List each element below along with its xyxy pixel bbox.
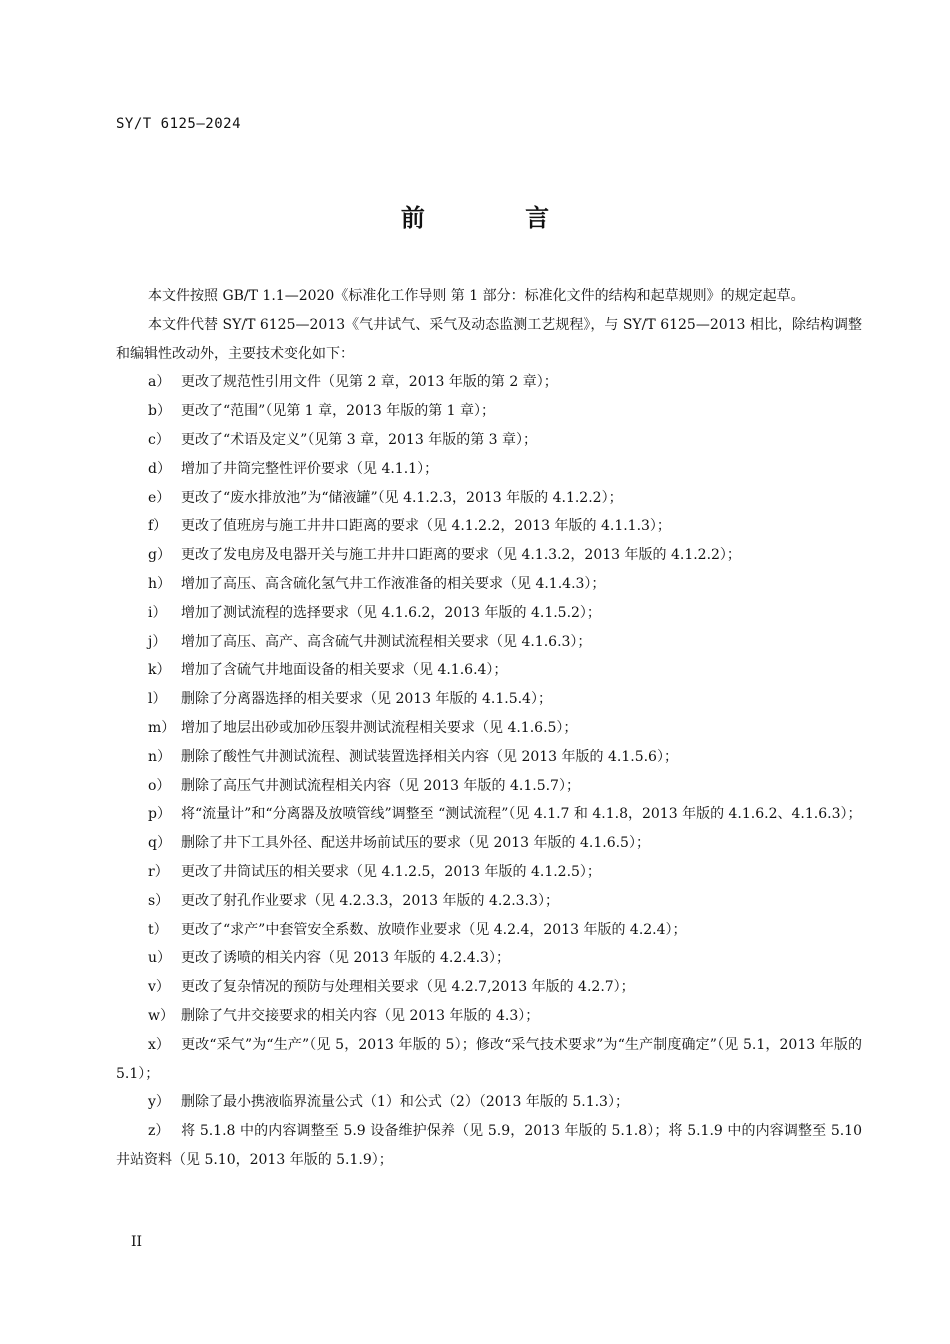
list-item bbox=[116, 656, 862, 685]
list-item-marker: a） bbox=[148, 374, 171, 391]
list-item-text: 增加了地层出砂或加砂压裂井测试流程相关要求（见 4.1.6.5）； bbox=[181, 719, 578, 736]
change-list bbox=[116, 368, 862, 1174]
list-item-marker: v） bbox=[148, 979, 170, 996]
list-item-marker: m） bbox=[148, 719, 176, 736]
list-item-text: 删除了气井交接要求的相关内容（见 2013 年版的 4.3）； bbox=[181, 1007, 540, 1024]
list-item-marker: f） bbox=[148, 518, 168, 535]
list-item bbox=[116, 858, 862, 887]
list-item bbox=[116, 743, 862, 772]
list-item-text: 更改了发电房及电器开关与施工井井口距离的要求（见 4.1.3.2，2013 年版的 4.1.2.2）； bbox=[181, 547, 741, 564]
list-item bbox=[116, 944, 862, 973]
list-item-text: 删除了高压气井测试流程相关内容（见 2013 年版的 4.1.5.7）； bbox=[181, 777, 580, 794]
document-body bbox=[116, 282, 862, 1175]
list-item bbox=[116, 800, 862, 829]
list-item bbox=[116, 916, 862, 945]
list-item-marker: c） bbox=[148, 431, 170, 448]
list-item-text: 更改了射孔作业要求（见 4.2.3.3，2013 年版的 4.2.3.3）； bbox=[181, 892, 559, 909]
page-number: II bbox=[131, 1234, 143, 1250]
list-item-marker: h） bbox=[148, 575, 172, 592]
list-item-marker: y） bbox=[148, 1094, 170, 1111]
list-item-marker: o） bbox=[148, 777, 171, 794]
list-item-text: 删除了酸性气井测试流程、测试装置选择相关内容（见 2013 年版的 4.1.5.6）； bbox=[181, 748, 678, 765]
list-item-marker: w） bbox=[148, 1007, 174, 1024]
list-item-text: 更改了“范围”（见第 1 章，2013 年版的第 1 章）； bbox=[181, 403, 496, 420]
list-item-marker: s） bbox=[148, 892, 170, 909]
list-item bbox=[116, 772, 862, 801]
list-item-text: 更改“采气”为“生产”（见 5，2013 年版的 5）；修改“采气技术要求”为“生产制度确定”（见 5.1，2013 年版的 5.1）； bbox=[116, 1036, 862, 1082]
list-item bbox=[116, 685, 862, 714]
list-item-text: 更改了“术语及定义”（见第 3 章，2013 年版的第 3 章）； bbox=[181, 431, 538, 448]
list-item-marker: q） bbox=[148, 835, 171, 852]
list-item bbox=[116, 973, 862, 1002]
intro-paragraph-2: 本文件代替 SY/T 6125—2013《气井试气、采气及动态监测工艺规程》，与 SY/T 6125—2013 相比，除结构调整和编辑性改动外，主要技术变化如下： bbox=[116, 316, 862, 362]
list-item bbox=[116, 599, 862, 628]
list-item-text: 增加了测试流程的选择要求（见 4.1.6.2，2013 年版的 4.1.5.2）； bbox=[181, 604, 601, 621]
list-item-text: 删除了分离器选择的相关要求（见 2013 年版的 4.1.5.4）； bbox=[181, 691, 552, 708]
list-item-marker: b） bbox=[148, 403, 171, 420]
list-item-text: 删除了最小携液临界流量公式（1）和公式（2）（2013 年版的 5.1.3）； bbox=[181, 1094, 629, 1111]
list-item-marker: t） bbox=[148, 921, 168, 938]
list-item-text: 更改了值班房与施工井井口距离的要求（见 4.1.2.2，2013 年版的 4.1.1.3）； bbox=[181, 518, 671, 535]
list-item bbox=[116, 1088, 862, 1117]
list-item-marker: d） bbox=[148, 460, 171, 477]
intro-paragraph-1: 本文件按照 GB/T 1.1—2020《标准化工作导则 第 1 部分：标准化文件的结构和起草规则》的规定起草。 bbox=[148, 288, 805, 304]
list-item-marker: j） bbox=[148, 633, 167, 650]
list-item bbox=[116, 368, 862, 397]
list-item bbox=[116, 1031, 862, 1089]
list-item-marker: g） bbox=[148, 547, 171, 564]
list-item-text: 增加了井筒完整性评价要求（见 4.1.1）； bbox=[181, 460, 439, 477]
list-item-text: 更改了井筒试压的相关要求（见 4.1.2.5，2013 年版的 4.1.2.5）； bbox=[181, 863, 601, 880]
list-item-text: 将 5.1.8 中的内容调整至 5.9 设备维护保养（见 5.9，2013 年版的 5.1.8）；将 5.1.9 中的内容调整至 5.10 井站资料（见 5.10，2013 年版的 5.1.9）； bbox=[116, 1123, 862, 1168]
list-item-text: 将“流量计”和“分离器及放喷管线”调整至 “测试流程”（见 4.1.7 和 4.1.8，2013 年版的 4.1.6.2、4.1.6.3）； bbox=[181, 806, 862, 823]
list-item-text: 更改了规范性引用文件（见第 2 章，2013 年版的第 2 章）； bbox=[181, 374, 558, 391]
list-item-text: 增加了含硫气井地面设备的相关要求（见 4.1.6.4）； bbox=[181, 662, 508, 679]
list-item-text: 更改了“废水排放池”为“储液罐”（见 4.1.2.3，2013 年版的 4.1.2.2）； bbox=[181, 489, 623, 506]
standard-number: SY/T 6125—2024 bbox=[116, 116, 242, 132]
list-item bbox=[116, 455, 862, 484]
list-item bbox=[116, 628, 862, 657]
list-item-text: 更改了复杂情况的预防与处理相关要求（见 4.2.7,2013 年版的 4.2.7）； bbox=[181, 979, 635, 996]
list-item bbox=[116, 397, 862, 426]
list-item bbox=[116, 426, 862, 455]
list-item bbox=[116, 541, 862, 570]
list-item-text: 增加了高压、高含硫化氢气井工作液准备的相关要求（见 4.1.4.3）； bbox=[181, 575, 606, 592]
list-item bbox=[116, 570, 862, 599]
page-title: 前 言 bbox=[400, 204, 596, 232]
list-item-marker: n） bbox=[148, 748, 172, 765]
list-item bbox=[116, 714, 862, 743]
list-item-text: 删除了井下工具外径、配送井场前试压的要求（见 2013 年版的 4.1.6.5）； bbox=[181, 835, 650, 852]
list-item-marker: x） bbox=[148, 1036, 170, 1053]
list-item bbox=[116, 1002, 862, 1031]
list-item bbox=[116, 1117, 862, 1175]
list-item-marker: i） bbox=[148, 604, 167, 621]
list-item-marker: l） bbox=[148, 691, 167, 708]
list-item-marker: k） bbox=[148, 662, 171, 679]
list-item-text: 增加了高压、高产、高含硫气井测试流程相关要求（见 4.1.6.3）； bbox=[181, 633, 592, 650]
list-item-text: 更改了“求产”中套管安全系数、放喷作业要求（见 4.2.4，2013 年版的 4.2.4）； bbox=[181, 921, 687, 938]
list-item bbox=[116, 484, 862, 513]
list-item bbox=[116, 887, 862, 916]
list-item bbox=[116, 512, 862, 541]
list-item bbox=[116, 829, 862, 858]
list-item-marker: r） bbox=[148, 863, 169, 880]
list-item-marker: e） bbox=[148, 489, 171, 506]
list-item-text: 更改了诱喷的相关内容（见 2013 年版的 4.2.4.3）； bbox=[181, 950, 510, 967]
list-item-marker: u） bbox=[148, 950, 172, 967]
list-item-marker: p） bbox=[148, 806, 171, 823]
list-item-marker: z） bbox=[148, 1123, 170, 1140]
